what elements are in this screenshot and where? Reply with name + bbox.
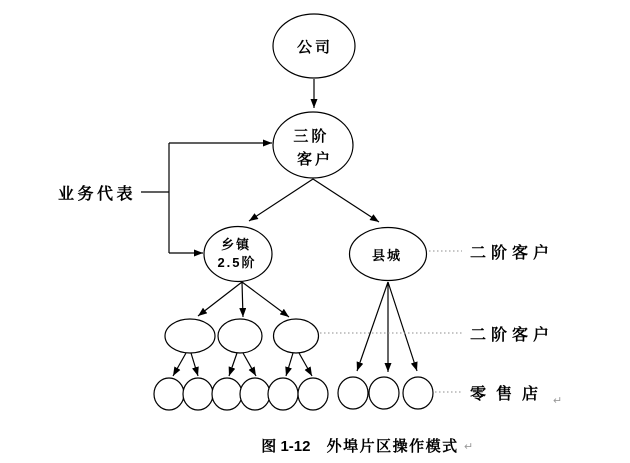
business-rep-label: 业务代表 <box>58 186 137 203</box>
township-node <box>204 227 272 282</box>
retail-node-4 <box>240 378 270 410</box>
arrow-mid2-to-retail3 <box>229 353 237 376</box>
arrow-township-to-mid2 <box>242 282 243 317</box>
retail-node-1 <box>154 378 184 410</box>
tier2-node-2 <box>218 319 262 353</box>
retail-node-5 <box>268 378 298 410</box>
arrow-mid1-to-retail1 <box>173 353 186 376</box>
tier3-customer-node <box>273 112 353 178</box>
arrow-tier3-to-township <box>249 179 313 221</box>
county-label: 县城 <box>371 248 403 263</box>
tier2-node-1 <box>165 319 215 353</box>
arrow-township-to-mid3 <box>242 282 289 317</box>
tier2-upper-label: 二阶客户 <box>470 245 555 262</box>
arrow-township-to-mid1 <box>198 282 242 316</box>
arrow-mid3-to-retail5 <box>286 353 293 376</box>
caption-title: 外埠片区操作模式 <box>326 438 459 455</box>
arrow-mid1-to-retail2 <box>191 353 198 376</box>
arrow-mid2-to-retail4 <box>243 353 256 376</box>
caption-figure-no: 图 1-12 <box>261 438 311 455</box>
business-rep-bracket <box>141 143 169 253</box>
arrow-tier3-to-county <box>313 179 379 222</box>
caption-return-mark: ↵ <box>464 441 474 453</box>
retail-node-8 <box>369 377 399 409</box>
caption-text <box>261 437 458 455</box>
company-label: 公司 <box>296 39 334 56</box>
retail-return-mark: ↵ <box>553 395 563 407</box>
tier3-label: 三阶 客户 <box>293 128 334 168</box>
tier2-lower-label: 二阶客户 <box>470 327 555 344</box>
figure-caption <box>261 437 473 455</box>
arrow-mid3-to-retail6 <box>299 353 312 376</box>
retail-node-9 <box>403 377 433 409</box>
retail-node-3 <box>212 378 242 410</box>
arrow-county-to-retail7 <box>357 282 388 371</box>
retail-node-6 <box>298 378 328 410</box>
retail-node-7 <box>338 377 368 409</box>
township-label: 乡镇 2.5阶 <box>217 237 257 270</box>
arrow-county-to-retail9 <box>388 282 417 371</box>
node-shapes <box>154 14 433 410</box>
retail-node-2 <box>183 378 213 410</box>
retail-label: 零售店 <box>470 386 549 403</box>
tier2-node-3 <box>274 319 319 353</box>
